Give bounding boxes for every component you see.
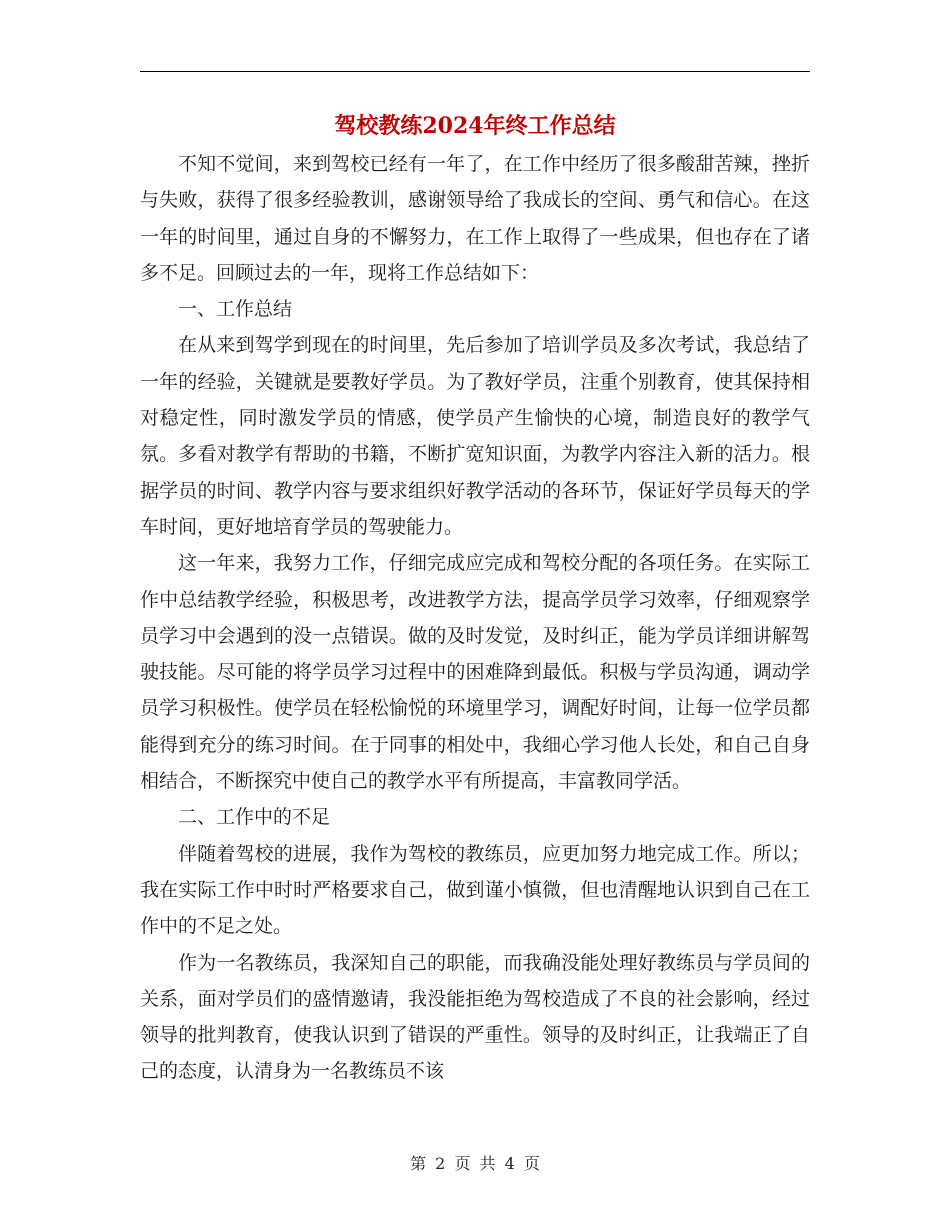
paragraph-shortcomings-2: 作为一名教练员，我深知自己的职能，而我确没能处理好教练员与学员间的关系，面对学员们的盛情邀请，我没能拒绝为驾校造成了不良的社会影响，经过领导的批判教育，使我认识到了错误的严重性。领导的及时纠正，让我端正了自己的态度，认清身为一名教练员不该 bbox=[140, 951, 810, 1083]
paragraph-work-summary-1: 在从来到驾学到现在的时间里，先后参加了培训学员及多次考试，我总结了一年的经验，关键就是要教好学员。为了教好学员，注重个别教育，使其保持相对稳定性，同时激发学员的情感，使学员产生愉快的心境，制造良好的教学气氛。多看对教学有帮助的书籍，不断扩宽知识面，为教学内容注入新的活力。根据学员的时间、教学内容与要求组织好教学活动的各环节，保证好学员每天的学车时间，更好地培育学员的驾驶能力。 bbox=[140, 334, 810, 538]
section-heading-work-summary: 一、工作总结 bbox=[178, 298, 293, 321]
page-number: 第 2 页 共 4 页 bbox=[410, 1154, 540, 1173]
document-body bbox=[140, 146, 810, 1090]
header-rule bbox=[140, 71, 810, 72]
paragraph-shortcomings-1: 伴随着驾校的进展，我作为驾校的教练员，应更加努力地完成工作。所以；我在实际工作中时时严格要求自己，做到谨小慎微，但也清醒地认识到自己在工作中的不足之处。 bbox=[140, 842, 810, 938]
paragraph-work-summary-2: 这一年来，我努力工作，仔细完成应完成和驾校分配的各项任务。在实际工作中总结教学经验，积极思考，改进教学方法，提高学员学习效率，仔细观察学员学习中会遇到的没一点错误。做的及时发觉，及时纠正，能为学员详细讲解驾驶技能。尽可能的将学员学习过程中的困难降到最低。积极与学员沟通，调动学员学习积极性。使学员在轻松愉悦的环境里学习，调配好时间，让每一位学员都能得到充分的练习时间。在于同事的相处中，我细心学习他人长处，和自己自身相结合，不断探究中使自己的教学水平有所提高，丰富教同学活。 bbox=[140, 552, 810, 793]
section-heading-shortcomings: 二、工作中的不足 bbox=[178, 806, 331, 829]
paragraph-intro: 不知不觉间，来到驾校已经有一年了，在工作中经历了很多酸甜苦辣，挫折与失败，获得了很多经验教训，感谢领导给了我成长的空间、勇气和信心。在这一年的时间里，通过自身的不懈努力，在工作上取得了一些成果，但也存在了诸多不足。回顾过去的一年，现将工作总结如下： bbox=[140, 153, 810, 284]
document-title: 驾校教练2024年终工作总结 bbox=[334, 113, 616, 139]
